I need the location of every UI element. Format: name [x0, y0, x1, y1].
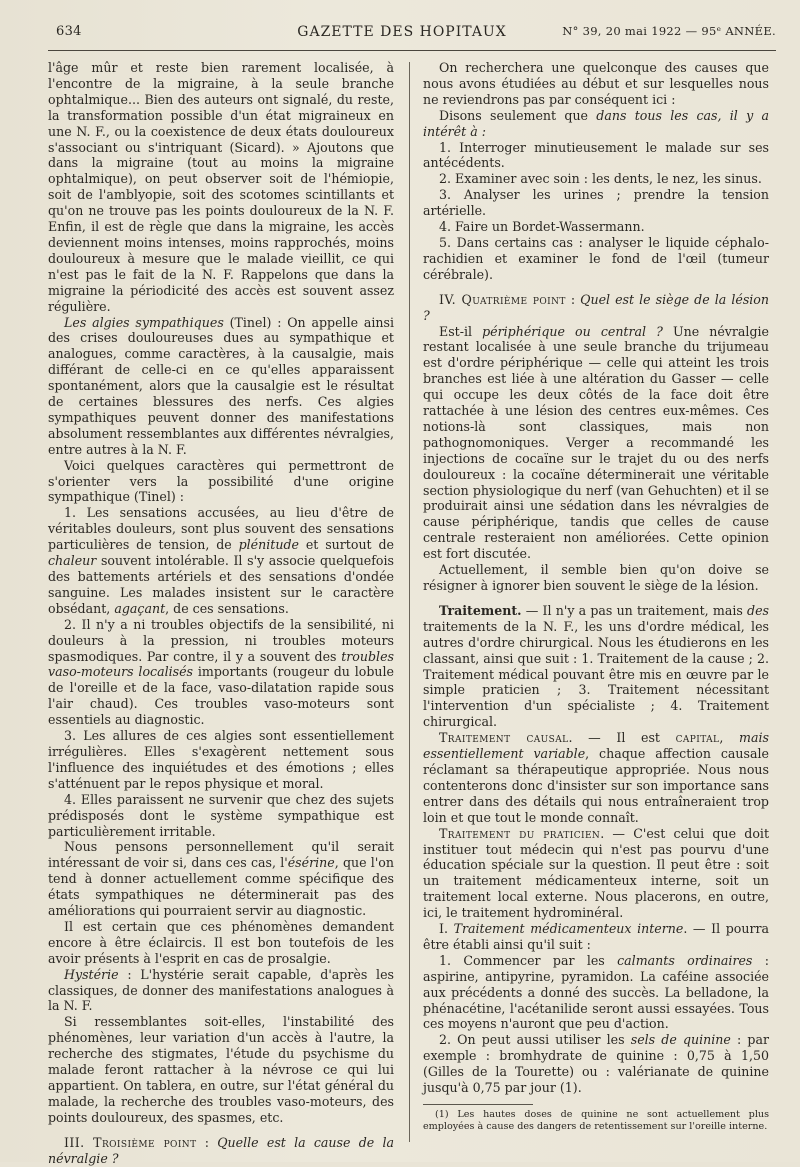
italic-term: agaçant	[114, 600, 166, 616]
paragraph	[423, 603, 769, 730]
section-heading: III. Troisième point : Quelle est la cause de la névralgie ?	[48, 1134, 394, 1166]
text-run: , que l'on tend à donner actuellement comme spécifique des états sympathiques ne déterminerait pas des améliorations qui pourraient servir au diagnostic.	[48, 855, 394, 919]
italic-term: Les algies sympathiques	[64, 314, 224, 330]
text-run: et surtout de	[298, 537, 394, 553]
paragraph: l'âge mûr et reste bien rarement localisée, à l'encontre de la migraine, à la seule branche ophtalmique... Bien des auteurs ont signalé, du reste, la transformation possible d'un état migraineux en une N. F., ou la coexistence de deux états douloureux s'associant ou s'intriquant (Sicard). » Ajoutons que dans la migraine (tout au moins la migraine ophtalmique), on peut observer soit de l'hémiopie, soit de l'amblyopie, soit des scotomes scintillants et qu'on ne trouve pas les points douloureux de la N. F. Enfin, il est de règle que dans la migraine, les accès deviennent moins intenses, moins rapprochés, moins douloureux à mesure que le malade vieillit, ce qui n'est pas le fait de la N. F. Rappelons que dans la migraine la périodicité des accès est souvent assez régulière.	[48, 60, 394, 314]
text-run: , de ces sensations.	[165, 600, 289, 616]
paragraph: On recherchera une quelconque des causes que nous avons étudiées au début et sur lesquelles nous ne reviendrons pas par conséquent ici :	[423, 60, 769, 107]
page-header	[28, 20, 776, 48]
paragraph	[48, 315, 394, 458]
heading-question: Quelle est la cause de la névralgie ?	[48, 1134, 394, 1166]
text-run: Une névralgie restant localisée à une seule branche du trijumeau est d'ordre périphérique — celle qui atteint les trois branches est liée à une altération du Gasser — celle qui occupe les deux côtés de la face doit être rattachée à une lésion des centres eux-mêmes. Ces notions-là sont classiques, mais non pathognomoniques. Verger a recommandé les injections de cocaïne sur le trajet du ou des nerfs douloureux : la cocaïne déterminerait une véritable section physiologique du nerf (van Gehuchten) et il se produirait ainsi une sédation dans les névralgies de cause périphérique, tandis que celles de cause centrale resteraient non améliorées. Cette opinion est fort discutée.	[423, 323, 769, 562]
text-run: : aspirine, antipyrine, pyramidon. La caféine associée aux précédents a donné des succès. La belladone, la phénacétine, l'acétanilide seront aussi essayées. Tous ces moyens n'auront que peu d'action.	[423, 952, 769, 1032]
italic-term: sels de quinine	[630, 1032, 731, 1048]
italic-term: Hystérie	[64, 966, 119, 982]
paragraph	[423, 826, 769, 921]
paragraph	[48, 967, 394, 1015]
list-item: 3. Les allures de ces algies sont essentiellement irrégulières. Elles s'exagèrent nettement sous l'influence des inquiétudes et des émotions ; elles s'atténuent par le repos physique et moral.	[48, 728, 394, 791]
text-run: importants (rougeur du lobule de l'oreille et de la face, vaso-dilatation rapide sous l'air chaud). Ces troubles vaso-moteurs sont essentiels au diagnostic.	[48, 664, 395, 728]
journal-title: GAZETTE DES HOPITAUX	[297, 24, 507, 40]
left-column	[48, 60, 394, 1167]
page-number: 634	[56, 24, 82, 39]
italic-term: dans tous les cas, il y a intérêt à :	[423, 107, 770, 139]
paragraph	[423, 730, 769, 825]
text-run: — Il n'y a pas un traitement, mais	[521, 602, 748, 618]
italic-term: troubles vaso-moteurs localisés	[48, 648, 394, 680]
italic-term: périphérique ou central ?	[482, 323, 663, 339]
text-run: ,	[719, 730, 740, 746]
list-item: 2. Examiner avec soin : les dents, le nez, les sinus.	[439, 171, 762, 187]
list-item	[423, 1032, 769, 1096]
text-run: Est-il	[439, 323, 483, 339]
issue-info: N° 39, 20 mai 1922 — 95ᵉ ANNÉE.	[562, 24, 776, 38]
paragraph: Il est certain que ces phénomènes demandent encore à être éclaircis. Il est bon toutefois de les avoir présents à l'esprit en cas de prosalgie.	[48, 918, 394, 966]
text-run: 1. Commencer par les	[439, 952, 618, 968]
list-item	[48, 505, 394, 616]
italic-term: Traitement médicamenteux interne	[453, 921, 684, 937]
footnote-rule	[423, 1104, 533, 1105]
paragraph: Si ressemblantes soit-elles, l'instabilité des phénomènes, leur variation d'un accès à l'autre, la recherche des stigmates, l'étude du psychisme du malade feront rattacher à la névrose ce qui lui appartient. On tablera, en outre, sur l'état général du malade, la recherche des troubles vaso-moteurs, des points douloureux, des spasmes, etc.	[48, 1014, 394, 1125]
list-item: 4. Elles paraissent ne survenir que chez des sujets prédisposés dont le système sympathique est particulièrement irritable.	[48, 791, 394, 839]
section-heading: IV. Quatrième point : Quel est le siège de la lésion ?	[423, 291, 769, 323]
text-run: . — C'est celui que doit instituer tout médecin qui n'est pas pourvu d'une éducation spéciale sur la question. Il peut être : soit un traitement médicamenteux interne, soit un traitement local externe. Nous placerons, en outre, ici, le traitement hydrominéral.	[423, 825, 770, 921]
heading-label: IV. Quatrième point	[439, 291, 566, 307]
text-run: (Tinel) : On appelle ainsi des crises douloureuses dues au sympathique et analogues, comme caractères, à la causalgie, mais différant de celle-ci en ce qu'elles apparaissent spontanément, alors que la causalgie est le résultat de certaines blessures des nerfs. Ces algies sympathiques peuvent donner des manifestations absolument ressemblantes aux différentes névralgies, entre autres à la N. F.	[48, 314, 394, 457]
text-run: : L'hystérie serait capable, d'après les classiques, de donner des manifestations analogues à la N. F.	[48, 966, 394, 1014]
italic-term: chaleur	[48, 553, 97, 569]
column-divider	[409, 62, 410, 1142]
emphasis: capital	[675, 730, 720, 746]
subsection-label: Traitement du praticien	[439, 825, 601, 841]
right-column	[423, 60, 769, 1132]
list-item: 3. Analyser les urines ; prendre la tension artérielle.	[423, 187, 769, 219]
text-run: 2. On peut aussi utiliser les	[439, 1032, 631, 1048]
text-run: . — Il pourra être établi ainsi qu'il suit :	[423, 921, 770, 952]
subsection-label: Traitement causal	[439, 730, 569, 746]
section-title: Traitement.	[439, 602, 522, 618]
list-item: 5. Dans certains cas : analyser le liquide céphalo-rachidien et examiner le fond de l'œil (tumeur cérébrale).	[423, 234, 769, 282]
text-run: , chaque affection causale réclamant sa thérapeutique appropriée. Nous nous contenterons donc d'insister sur son importance sans entrer dans des détails qui nous entraîneraient trop loin et que tout le monde connaît.	[423, 746, 769, 825]
italic-term: ésérine	[287, 855, 335, 871]
list-item: 4. Faire un Bordet-Wassermann.	[439, 219, 645, 235]
list-item: 1. Interroger minutieusement le malade sur ses antécédents.	[423, 139, 769, 171]
text-run: Disons seulement que	[439, 107, 597, 123]
text-run: . — Il est	[568, 730, 676, 746]
text-run: : par exemple : bromhydrate de quinine : 0,75 à 1,50 (Gilles de la Tourette) ou : valérianate de quinine jusqu'à 0,75 par jour (1).	[423, 1032, 769, 1096]
text-run: traitements de la N. F., les uns d'ordre médical, les autres d'ordre chirurgical. Nous les étudierons en les classant, ainsi que suit : 1. Traitement de la cause ; 2. Traitement médical pouvant être mis en œuvre par le simple praticien ; 3. Traitement nécessitant l'intervention d'un spécialiste ; 4. Traitement chirurgical.	[423, 618, 769, 730]
paragraph	[423, 324, 769, 563]
paragraph	[423, 921, 769, 953]
text-run: Nous pensons personnellement qu'il serait intéressant de voir si, dans ces cas, l'	[48, 839, 394, 871]
header-rule	[48, 50, 776, 51]
italic-term: des	[747, 602, 769, 618]
paragraph: Actuellement, il semble bien qu'on doive se résigner à ignorer bien souvent le siège de la lésion.	[423, 562, 769, 593]
paragraph	[48, 839, 394, 919]
footnote: (1) Les hautes doses de quinine ne sont actuellement plus employées à cause des dangers de retentissement sur l'oreille interne.	[423, 1109, 769, 1132]
list-item	[423, 953, 769, 1033]
list-item	[48, 617, 394, 728]
text-run: 1. Les sensations accusées, au lieu d'être de véritables douleurs, sont plus souvent des sensations particulières de tension, de	[48, 505, 394, 553]
text-run: 2. Il n'y a ni troubles objectifs de la sensibilité, ni douleurs à la pression, ni troubles moteurs spasmodiques. Par contre, il y a souvent des	[48, 616, 394, 664]
paragraph	[423, 108, 769, 140]
italic-term: calmants ordinaires	[617, 952, 753, 968]
italic-term: plénitude	[238, 537, 299, 553]
heading-label: III. Troisième point	[64, 1134, 197, 1150]
text-run: souvent intolérable. Il s'y associe quelquefois des battements artériels et des sensations d'ondée sanguine. Les malades insistent sur le caractère obsédant,	[48, 553, 394, 616]
italic-term: mais essentiellement variable	[423, 730, 769, 762]
text-run: I.	[439, 921, 454, 937]
paragraph: Voici quelques caractères qui permettront de s'orienter vers la possibilité d'une origine sympathique (Tinel) :	[48, 457, 394, 505]
heading-question: Quel est le siège de la lésion ?	[423, 291, 769, 323]
